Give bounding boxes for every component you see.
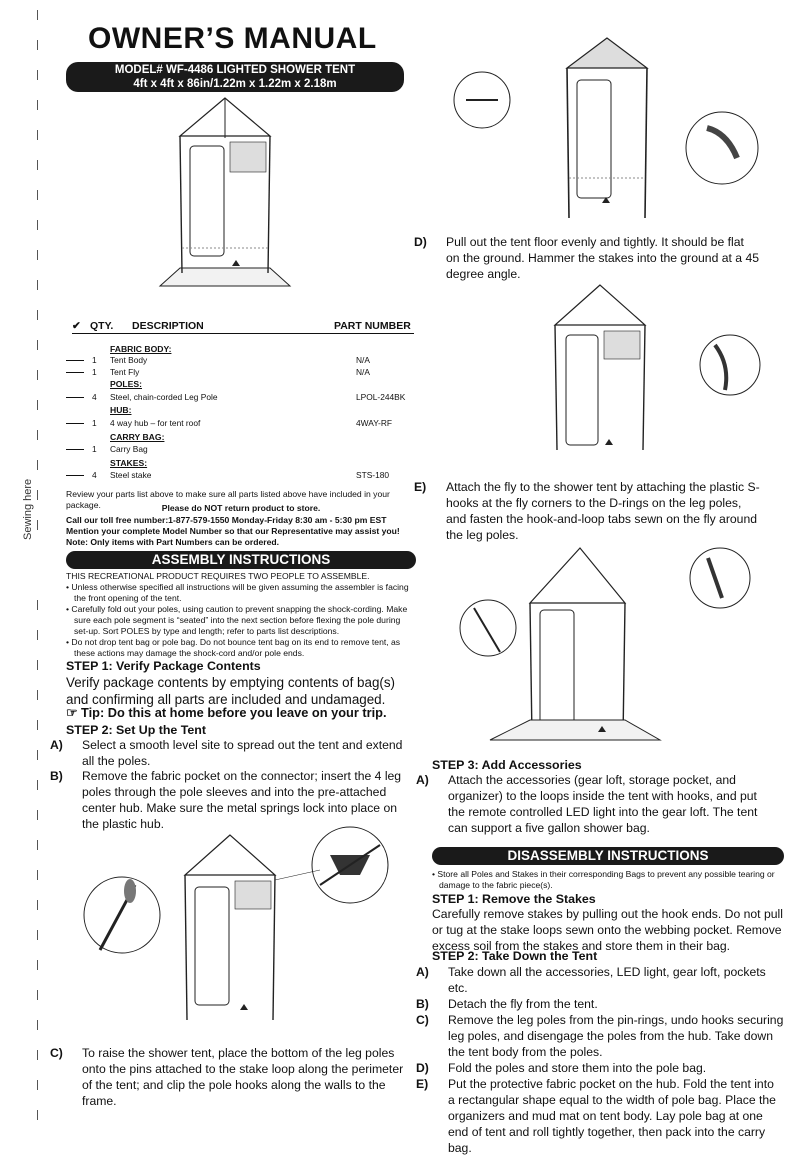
disassembly-step1-text: Carefully remove stakes by pulling out the hook ends. Do not pull or tug at the stake loops sewn onto the webbing pocket. Remove excess soil from the stakes and store them in their bag.	[432, 907, 783, 953]
model-banner	[66, 62, 404, 92]
model-number: MODEL# WF-4486 LIGHTED SHOWER TENT	[114, 64, 356, 76]
header-part-number: PART NUMBER	[334, 320, 411, 332]
tip-text: ☞ Tip: Do this at home before you leave on your trip.	[66, 705, 387, 720]
table-row: 1 Tent Fly N/A	[66, 366, 416, 378]
category-stakes: STAKES:	[110, 458, 148, 468]
table-row: 4 Steel, chain-corded Leg Pole LPOL-244BK	[66, 391, 416, 403]
assembly-intro: THIS RECREATIONAL PRODUCT REQUIRES TWO PEOPLE TO ASSEMBLE.	[66, 571, 370, 581]
step1-text: Verify package contents by emptying contents of bag(s) and confirming all parts are included and undamaged.	[66, 675, 395, 707]
disassembly-bullet: • Store all Poles and Stakes in their corresponding Bags to prevent any possible tearing or damage to the fabric piece(s).	[432, 869, 775, 890]
step2-a: A) Select a smooth level site to spread out the tent and extend all the poles.	[50, 738, 403, 768]
parts-table-header	[72, 320, 414, 334]
tent-illustration-main	[150, 98, 300, 298]
list-item: E) Put the protective fabric pocket on the hub. Fold the tent into a rectangular shape equal to the width of pole bag. Place the organizers and mud mat on tent body. Lay pole bag at one end of tent and roll tightly together, then pack into the carry bag.	[416, 1077, 776, 1155]
list-item: • Do not drop tent bag or pole bag. Do not bounce tent bag on its end to remove tent, as these actions may damage the shock-cord and/or pole ends.	[66, 637, 401, 658]
table-row: 1 Carry Bag	[66, 443, 416, 455]
list-item: • Unless otherwise specified all instructions will be given assuming the assembler is facing the front opening of the tent.	[66, 582, 409, 603]
step3-title: STEP 3: Add Accessories	[432, 758, 582, 772]
step2-d: D) Pull out the tent floor evenly and tightly. It should be flat on the ground. Hammer the stakes into the ground at a 45 degree angle.	[414, 235, 760, 281]
table-row: 1 4 way hub – for tent roof 4WAY-RF	[66, 417, 416, 429]
sewing-label: Sewing here	[22, 478, 34, 540]
header-qty: QTY.	[90, 320, 114, 332]
category-carry-bag: CARRY BAG:	[110, 432, 165, 442]
tent-illustration-stakes	[452, 38, 772, 233]
tent-illustration-hub	[80, 825, 410, 1035]
tent-illustration-accessories	[460, 548, 760, 748]
step2-e: E) Attach the fly to the shower tent by attaching the plastic S-hooks at the fly corners to the D-rings on the leg poles, and fasten the hook-and-loop tabs sewn on the fly around the leg poles.	[414, 480, 760, 542]
table-row: 1 Tent Body N/A	[66, 354, 416, 366]
support-phone: Call our toll free number:1-877-579-1550 Monday-Friday 8:30 am - 5:30 pm EST	[66, 515, 387, 525]
part-numbers-note: Note: Only items with Part Numbers can be ordered.	[66, 537, 279, 547]
parts-review-note: Review your parts list above to make sure all parts listed above have included in your package.	[66, 489, 390, 510]
disassembly-step1-title: STEP 1: Remove the Stakes	[432, 892, 596, 906]
list-item: • Carefully fold out your poles, using caution to prevent snapping the shock-cording. Make sure each pole segment is “seated” into the next section before flexing the pole during set-up. Sort POLES by type and length; refer to parts list descriptions.	[66, 604, 408, 636]
list-item: D) Fold the poles and store them into the pole bag.	[416, 1061, 707, 1075]
disassembly-step2-title: STEP 2: Take Down the Tent	[432, 949, 598, 963]
step2-c: C) To raise the shower tent, place the bottom of the leg poles onto the pins attached to the stake loop along the perimeter of the tent; and clip the pole hooks along the walls to the frame.	[50, 1046, 404, 1108]
category-fabric-body: FABRIC BODY:	[110, 344, 172, 354]
disassembly-heading: DISASSEMBLY INSTRUCTIONS	[432, 847, 784, 865]
step1-title: STEP 1: Verify Package Contents	[66, 659, 261, 673]
check-icon: ✔	[72, 320, 81, 332]
model-dimensions: 4ft x 4ft x 86in/1.22m x 1.22m x 2.18m	[133, 78, 337, 90]
assembly-bullets	[66, 582, 416, 659]
model-number-note: Mention your complete Model Number so that our Representative may assist you!	[66, 526, 400, 536]
step2-b: B) Remove the fabric pocket on the connector; insert the 4 leg poles through the pole sleeves and into the pre-attached center hub. Make sure the metal springs lock into place on the plastic hub.	[50, 769, 402, 831]
disassembly-list	[416, 964, 784, 1156]
list-item: C) Remove the leg poles from the pin-rings, undo hooks securing leg poles, and disengage the poles from the hub. Take down the tent body from the poles.	[416, 1013, 784, 1059]
assembly-heading: ASSEMBLY INSTRUCTIONS	[66, 551, 416, 569]
category-poles: POLES:	[110, 379, 142, 389]
step3-a: A) Attach the accessories (gear loft, storage pocket, and organizer) to the loops inside the tent with hooks, and put the remote controlled LED light into the gear loft. The tent can support a five gallon shower bag.	[416, 773, 758, 835]
step2-title: STEP 2: Set Up the Tent	[66, 723, 206, 737]
manual-title: OWNER’S MANUAL	[88, 22, 377, 55]
list-item: A) Take down all the accessories, LED light, gear loft, pockets etc.	[416, 965, 766, 995]
category-hub: HUB:	[110, 405, 132, 415]
header-description: DESCRIPTION	[132, 320, 204, 332]
list-item: B) Detach the fly from the tent.	[416, 997, 598, 1011]
no-return-note: Please do NOT return product to store.	[161, 503, 321, 513]
tent-illustration-fly	[530, 285, 770, 465]
table-row: 4 Steel stake STS-180	[66, 469, 416, 481]
